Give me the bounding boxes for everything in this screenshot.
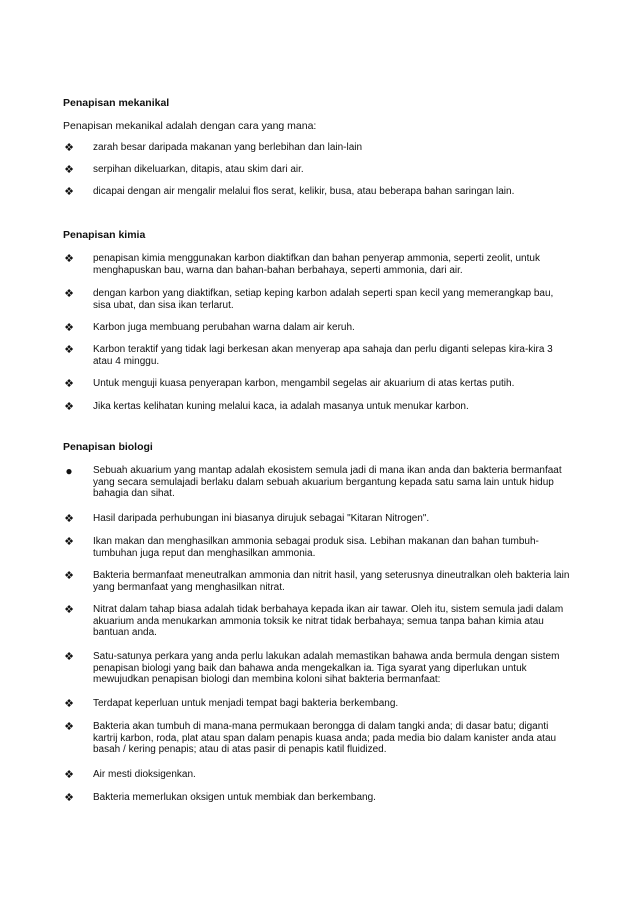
list-item-text: Hasil daripada perhubungan ini biasanya dirujuk sebagai "Kitaran Nitrogen". (93, 513, 430, 524)
list-item (64, 721, 573, 756)
list-item (64, 186, 573, 198)
diamond-bullet-icon: ❖ (64, 401, 74, 413)
list-item-text: dengan karbon yang diaktifkan, setiap keping karbon adalah seperti span kecil yang memerangkap bau, sisa ubat, dan sisa ikan terlarut. (93, 288, 554, 311)
list-item (64, 322, 573, 334)
list-item (64, 253, 573, 276)
diamond-bullet-icon: ❖ (64, 769, 74, 781)
section-heading: Penapisan kimia (63, 229, 146, 241)
list-item (64, 401, 573, 413)
diamond-bullet-icon: ❖ (64, 698, 74, 710)
list-item-text: zarah besar daripada makanan yang berlebihan dan lain-lain (93, 142, 363, 153)
list-item (64, 378, 573, 390)
list-item (65, 464, 573, 500)
list-item (64, 536, 573, 559)
list-item (64, 344, 573, 367)
list-item (64, 698, 573, 710)
list-item (64, 604, 573, 639)
list-item-text: Terdapat keperluan untuk menjadi tempat bagi bakteria berkembang. (93, 698, 399, 709)
list-item-text: Untuk menguji kuasa penyerapan karbon, mengambil segelas air akuarium di atas kertas putih. (93, 378, 515, 389)
diamond-bullet-icon: ❖ (64, 164, 74, 176)
diamond-bullet-icon: ❖ (64, 322, 74, 334)
list-item (64, 651, 573, 686)
list-item-text: penapisan kimia menggunakan karbon diaktifkan dan bahan penyerap ammonia, seperti zeolit, untuk menghapuskan bau, warna dan bahan-bahan berbahaya, seperti ammonia, dari air. (93, 253, 540, 276)
diamond-bullet-icon: ❖ (64, 651, 74, 663)
list-item-text: Karbon teraktif yang tidak lagi berkesan akan menyerap apa sahaja dan perlu diganti selepas kira-kira 3 atau 4 minggu. (93, 344, 553, 367)
list-item (64, 513, 573, 525)
diamond-bullet-icon: ❖ (64, 253, 74, 265)
diamond-bullet-icon: ❖ (64, 721, 74, 733)
section-kimia (63, 229, 583, 242)
diamond-bullet-icon: ❖ (64, 142, 74, 154)
diamond-bullet-icon: ❖ (64, 604, 74, 616)
list-item-text: Air mesti dioksigenkan. (93, 769, 196, 780)
list-item (64, 288, 573, 311)
list-item (64, 142, 573, 154)
list-item-text: Karbon juga membuang perubahan warna dalam air keruh. (93, 322, 355, 333)
diamond-bullet-icon: ❖ (64, 344, 74, 356)
list-item-text: serpihan dikeluarkan, ditapis, atau skim dari air. (93, 164, 304, 175)
list-item (64, 792, 573, 804)
section-heading: Penapisan mekanikal (63, 97, 170, 109)
dot-bullet-icon: ● (65, 464, 73, 478)
list-item-text: Nitrat dalam tahap biasa adalah tidak berbahaya kepada ikan air tawar. Oleh itu, sistem semula jadi dalam akuarium anda menukarkan ammonia toksik ke nitrat tidak berbahaya; semua tanpa bahan kimia atau bantuan anda. (93, 604, 564, 638)
diamond-bullet-icon: ❖ (64, 536, 74, 548)
section-biologi (63, 441, 583, 454)
diamond-bullet-icon: ❖ (64, 378, 74, 390)
list-item-text: Satu-satunya perkara yang anda perlu lakukan adalah memastikan bahawa anda bermula dengan sistem penapisan biologi yang baik dan bahawa anda mengekalkan ia. Tiga syarat yang diperlukan untuk mewujudkan penapisan biologi dan membina koloni sihat bakteria bermanfaat: (93, 651, 560, 685)
list-item-text: Bakteria memerlukan oksigen untuk membiak dan berkembang. (93, 792, 376, 803)
list-item-text: dicapai dengan air mengalir melalui flos serat, kelikir, busa, atau beberapa bahan saringan lain. (93, 186, 515, 197)
section-mekanikal (63, 97, 583, 110)
list-item-text: Bakteria bermanfaat meneutralkan ammonia dan nitrit hasil, yang seterusnya dineutralkan oleh bakteria lain yang bermanfaat yang menghasilkan nitrat. (93, 570, 570, 593)
intro-text: Penapisan mekanikal adalah dengan cara yang mana: (63, 120, 317, 132)
list-item-text: Bakteria akan tumbuh di mana-mana permukaan berongga di dalam tangki anda; di dasar batu; diganti kartrij karbon, roda, plat atau span dalam penapis kuasa anda; pada media bio dalam kanister anda atau basah / kering penapis; atau di atas pasir di penapis katil fluidized. (93, 721, 557, 755)
list-item (64, 769, 573, 781)
diamond-bullet-icon: ❖ (64, 288, 74, 300)
list-item (64, 164, 573, 176)
list-item-text: Ikan makan dan menghasilkan ammonia sebagai produk sisa. Lebihan makanan dan bahan tumbuh-tumbuhan juga reput dan menghasilkan ammonia. (93, 536, 539, 559)
diamond-bullet-icon: ❖ (64, 570, 74, 582)
section-heading: Penapisan biologi (63, 441, 153, 453)
diamond-bullet-icon: ❖ (64, 792, 74, 804)
list-item-text: Sebuah akuarium yang mantap adalah ekosistem semula jadi di mana ikan anda dan bakteria bermanfaat yang secara semulajadi berlaku dalam sebuah akuarium bergantung kepada satu sama lain untuk hidup bahagia dan sihat. (93, 465, 562, 499)
section-intro (63, 120, 583, 133)
list-item-text: Jika kertas kelihatan kuning melalui kaca, ia adalah masanya untuk menukar karbon. (93, 401, 469, 412)
list-item (64, 570, 573, 593)
diamond-bullet-icon: ❖ (64, 513, 74, 525)
diamond-bullet-icon: ❖ (64, 186, 74, 198)
